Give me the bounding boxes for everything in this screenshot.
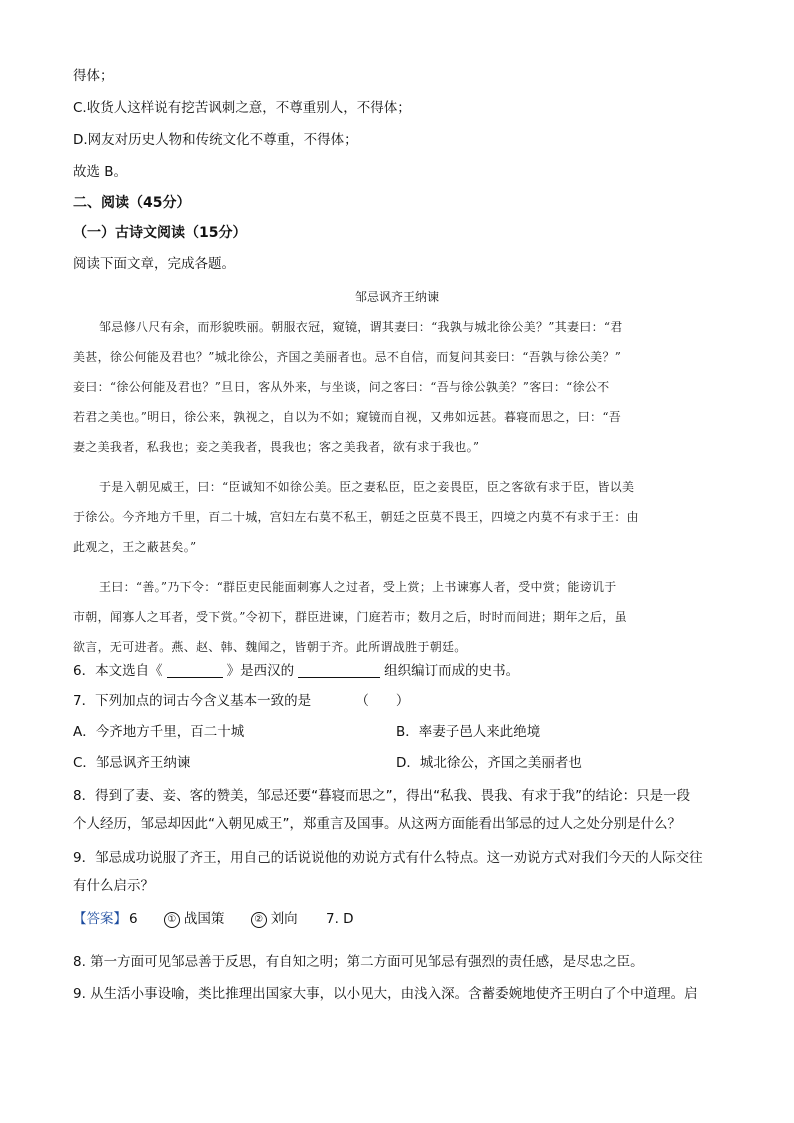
instruction: 阅读下面文章，完成各题。 <box>73 256 235 272</box>
answer-q7: 7. D <box>325 911 354 927</box>
q6-prefix: 6．本文选自《 <box>73 663 163 679</box>
passage-line: 妻之美我者，私我也；妾之美我者，畏我也；客之美我者，欲有求于我也。” <box>73 440 480 454</box>
text-line: D.网友对历史人物和传统文化不尊重，不得体； <box>73 132 358 148</box>
answer-q6-1: 战国策 <box>183 911 225 927</box>
passage-title: 邹忌讽齐王纳谏 <box>354 290 439 304</box>
passage-line: 妾曰：“徐公何能及君也？”旦日，客从外来，与坐谈，问之客曰：“吾与徐公孰美？”客曰：“徐公不 <box>73 380 610 394</box>
answer-q6-2: 刘向 <box>270 911 298 927</box>
circled-one: ① <box>164 912 180 928</box>
question-7 <box>73 691 409 711</box>
section-title: 二、阅读（45分） <box>73 195 191 211</box>
q7-option-a: A．今齐地方千里，百二十城 <box>73 724 245 740</box>
subsection-title: （一）古诗文阅读（15分） <box>73 225 247 241</box>
passage-line: 美甚，徐公何能及君也？”城北徐公，齐国之美丽者也。忌不自信，而复问其妾曰：“吾孰与徐公美？” <box>73 350 622 364</box>
passage-line: 邹忌修八尺有余，而形貌昳丽。朝服衣冠，窥镜，谓其妻曰：“我孰与城北徐公美？”其妻曰：“君 <box>99 320 623 334</box>
passage-line: 欲言，无可进者。燕、赵、韩、魏闻之，皆朝于齐。此所谓战胜于朝廷。 <box>73 640 467 654</box>
q7-stem: 7．下列加点的词古今含义基本一致的是 <box>73 693 312 709</box>
q6-blank-2[interactable] <box>298 663 380 678</box>
passage-line: 此观之，王之蔽甚矣。” <box>73 540 197 554</box>
question-9-line: 有什么启示？ <box>73 878 154 894</box>
answer-q6-number: 6 <box>129 911 138 927</box>
circled-two: ② <box>251 912 267 928</box>
q7-option-d: D．城北徐公，齐国之美丽者也 <box>396 755 582 771</box>
text-line: 得体； <box>73 68 114 84</box>
answer-8: 8. 第一方面可见邹忌善于反思，有自知之明；第二方面可见邹忌有强烈的责任感，是尽忠之臣。 <box>73 954 644 970</box>
question-8-line: 个人经历，邹忌却因此“入朝见威王”，郑重言及国事。从这两方面能看出邹忌的过人之处分别是什么？ <box>73 816 681 832</box>
passage-line: 于是入朝见威王，曰：“臣诚知不如徐公美。臣之妻私臣，臣之妾畏臣，臣之客欲有求于臣，皆以美 <box>99 480 635 494</box>
text-line: 故选 B。 <box>73 164 128 180</box>
q6-mid: 》是西汉的 <box>226 663 295 679</box>
answer-tag: 【答案】 <box>73 911 127 927</box>
q7-option-c: C．邹忌讽齐王纳谏 <box>73 755 191 771</box>
answer-line <box>73 909 354 929</box>
q6-suffix: 组织编订而成的史书。 <box>384 663 520 679</box>
q7-option-b: B．率妻子邑人来此绝境 <box>396 724 541 740</box>
text-line: C.收货人这样说有挖苦讽刺之意，不尊重别人，不得体； <box>73 100 411 116</box>
passage-line: 若君之美也。”明日，徐公来，孰视之，自以为不如；窥镜而自视，又弗如远甚。暮寝而思之，曰：“吾 <box>73 410 622 424</box>
question-6 <box>73 661 519 681</box>
passage-line: 于徐公。今齐地方千里，百二十城，宫妇左右莫不私王，朝廷之臣莫不畏王，四境之内莫不有求于王：由 <box>73 510 639 524</box>
question-8-line: 8．得到了妻、妾、客的赞美，邹忌还要“暮寝而思之”，得出“私我、畏我、有求于我”的结论：只是一段 <box>73 788 691 804</box>
question-9-line: 9．邹忌成功说服了齐王，用自己的话说说他的劝说方式有什么特点。这一劝说方式对我们今天的人际交往 <box>73 850 703 866</box>
passage-line: 王曰：“善。”乃下令：“群臣吏民能面刺寡人之过者，受上赏；上书谏寡人者，受中赏；能谤讥于 <box>99 580 617 594</box>
q6-blank-1[interactable] <box>167 663 223 678</box>
passage-line: 市朝，闻寡人之耳者，受下赏。”令初下，群臣进谏，门庭若市；数月之后，时时而间进；期年之后，虽 <box>73 610 627 624</box>
answer-9: 9. 从生活小事设喻，类比推理出国家大事，以小见大，由浅入深。含蓄委婉地使齐王明白了个中道理。启 <box>73 986 698 1002</box>
q7-paren: （ ） <box>355 693 410 709</box>
